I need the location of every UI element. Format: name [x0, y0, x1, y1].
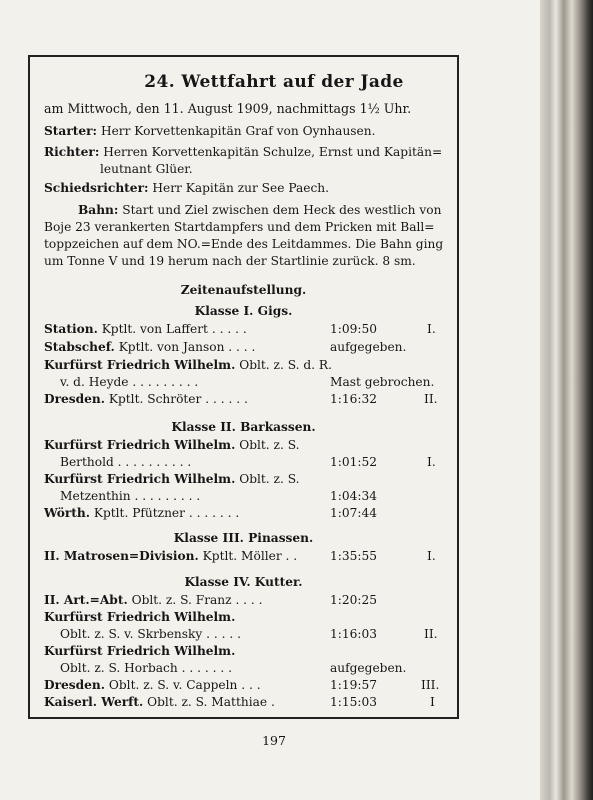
result-row — [44, 472, 300, 486]
richter-label: Richter: — [44, 145, 100, 159]
officer-name: Kptlt. von Laffert . . . . . — [101, 322, 247, 336]
result-row — [44, 358, 332, 372]
richter-line — [44, 145, 442, 159]
zeiten-heading: Zeitenaufstellung. — [180, 283, 307, 297]
schiedsrichter-label: Schiedsrichter: — [44, 181, 149, 195]
result-row — [44, 340, 255, 354]
officer-name: Kptlt. Schröter . . . . . . — [108, 392, 248, 406]
officer-name: Oblt. z. S. Franz . . . . — [131, 593, 263, 607]
class-1-heading: Klasse I. Gigs. — [194, 304, 293, 318]
result-time: Mast gebrochen. — [330, 375, 435, 389]
boat-name: II. Matrosen=Division. — [44, 549, 199, 563]
result-rank: III. — [421, 678, 440, 692]
result-row — [44, 438, 300, 452]
officer-name: Oblt. z. S. d. R. — [239, 358, 332, 372]
class-4-heading: Klasse IV. Kutter. — [184, 575, 303, 589]
result-time: 1:19:57 — [330, 678, 377, 692]
boat-name: II. Art.=Abt. — [44, 593, 128, 607]
page-number: 197 — [262, 733, 286, 748]
result-row — [44, 593, 263, 607]
boat-name: Kurfürst Friedrich Wilhelm. — [44, 358, 236, 372]
boat-name: Dresden. — [44, 392, 105, 406]
result-time: aufgegeben. — [330, 340, 407, 354]
result-time: 1:09:50 — [330, 322, 377, 336]
result-time: 1:16:03 — [330, 627, 377, 641]
date-line: am Mittwoch, den 11. August 1909, nachmittags 1½ Uhr. — [44, 101, 412, 116]
class-2-heading: Klasse II. Barkassen. — [171, 420, 316, 434]
page-title: 24. Wettfahrt auf der Jade — [144, 72, 404, 92]
boat-name: Dresden. — [44, 678, 105, 692]
officer-name-cont: v. d. Heyde . . . . . . . . . — [60, 375, 199, 389]
bahn-line-4: um Tonne V und 19 herum nach der Startlinie zurück. 8 sm. — [44, 254, 416, 268]
result-time: aufgegeben. — [330, 661, 407, 675]
boat-name: Kaiserl. Werft. — [44, 695, 144, 709]
officer-name: Kptlt. Pfützner . . . . . . . — [93, 506, 240, 520]
starter-label: Starter: — [44, 124, 98, 138]
result-time: 1:04:34 — [330, 489, 377, 503]
officer-name-cont: Metzenthin . . . . . . . . . — [60, 489, 201, 503]
class-3-heading: Klasse III. Pinassen. — [173, 531, 314, 545]
result-row — [44, 506, 239, 520]
richter-text-cont: leutnant Glüer. — [100, 162, 193, 176]
starter-text: Herr Korvettenkapitän Graf von Oynhausen. — [100, 124, 376, 138]
result-row — [44, 322, 247, 336]
bahn-label: Bahn: — [78, 203, 119, 217]
result-time: 1:20:25 — [330, 593, 377, 607]
bahn-line-2: Boje 23 verankerten Startdampfers und dem Pricken mit Ball= — [44, 220, 435, 234]
officer-name: Kptlt. Möller . . — [202, 549, 298, 563]
boat-name: Kurfürst Friedrich Wilhelm. — [44, 438, 236, 452]
result-row — [44, 695, 275, 709]
boat-name: Kurfürst Friedrich Wilhelm. — [44, 610, 236, 624]
result-rank: I — [430, 695, 435, 709]
result-time: 1:15:03 — [330, 695, 377, 709]
bahn-text-1: Start und Ziel zwischen dem Heck des westlich von — [122, 203, 442, 217]
result-row — [44, 610, 235, 624]
officer-name: Kptlt. von Janson . . . . — [118, 340, 256, 354]
richter-text: Herren Korvettenkapitän Schulze, Ernst und Kapitän= — [103, 145, 443, 159]
result-rank: II. — [424, 627, 438, 641]
boat-name: Stabschef. — [44, 340, 115, 354]
result-rank: I. — [427, 322, 436, 336]
officer-name-cont: Oblt. z. S. v. Skrbensky . . . . . — [60, 627, 242, 641]
result-time: 1:35:55 — [330, 549, 377, 563]
officer-name: Oblt. z. S. v. Cappeln . . . — [108, 678, 261, 692]
schiedsrichter-text: Herr Kapitän zur See Paech. — [152, 181, 329, 195]
officer-name: Oblt. z. S. — [239, 438, 300, 452]
schiedsrichter-line — [44, 181, 329, 195]
result-rank: I. — [427, 549, 436, 563]
result-time: 1:07:44 — [330, 506, 377, 520]
boat-name: Station. — [44, 322, 98, 336]
boat-name: Kurfürst Friedrich Wilhelm. — [44, 644, 236, 658]
result-time: 1:16:32 — [330, 392, 377, 406]
result-row — [44, 392, 248, 406]
bahn-line-1 — [78, 203, 441, 217]
officer-name-cont: Oblt. z. S. Horbach . . . . . . . — [60, 661, 232, 675]
officer-name-cont: Berthold . . . . . . . . . . — [60, 455, 192, 469]
starter-line — [44, 124, 375, 138]
officer-name: Oblt. z. S. Matthiae . — [147, 695, 275, 709]
result-rank: II. — [424, 392, 438, 406]
result-time: 1:01:52 — [330, 455, 377, 469]
boat-name: Wörth. — [44, 506, 90, 520]
boat-name: Kurfürst Friedrich Wilhelm. — [44, 472, 236, 486]
result-rank: I. — [427, 455, 436, 469]
book-spine — [540, 0, 593, 800]
officer-name: Oblt. z. S. — [239, 472, 300, 486]
result-row — [44, 549, 297, 563]
bahn-line-3: toppzeichen auf dem NO.=Ende des Leitdammes. Die Bahn ging — [44, 237, 444, 251]
result-row — [44, 678, 261, 692]
result-row — [44, 644, 235, 658]
